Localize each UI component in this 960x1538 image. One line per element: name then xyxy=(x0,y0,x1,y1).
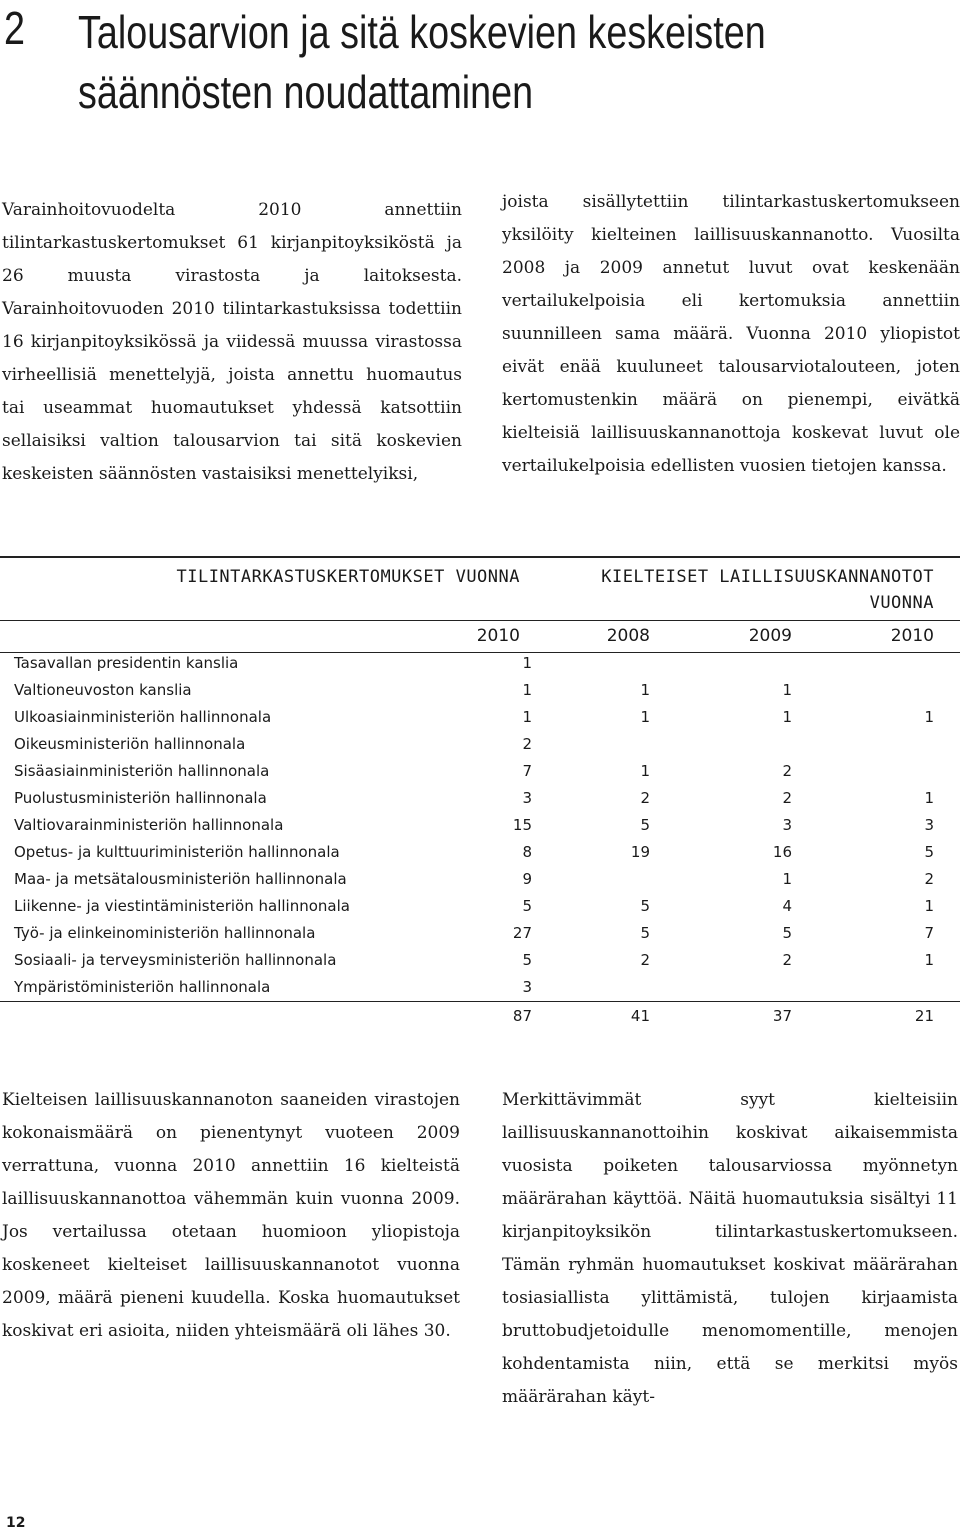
chapter-title: Talousarvion ja sitä koskevien keskeisten säännösten noudattaminen xyxy=(78,6,766,118)
cell-reports-2010: 7 xyxy=(522,762,532,780)
row-label: Maa- ja metsätalousministeriön hallinnonala xyxy=(14,870,347,888)
cell-reports-2010: 8 xyxy=(522,843,532,861)
body-paragraph-left: Kielteisen laillisuuskannanoton saaneiden virastojen kokonaismäärä on pienentynyt vuoteen 2009 verrattuna, vuonna 2010 annettiin 16 kielteistä laillisuuskannanottoa vähemmän kuin vuonna 2009. Jos vertailussa otetaan huomioon yliopistoja koskeneet kielteiset laillisuuskannanotot vuonna 2009, määrä pieneni kuudella. Koska huomautukset koskivat eri asioita, niiden yhteismäärä oli lähes 30. xyxy=(2,1090,460,1341)
row-label: Puolustusministeriön hallinnonala xyxy=(14,789,267,807)
intro-paragraph-right: joista sisällytettiin tilintarkastuskertomukseen yksilöity kielteinen laillisuuskannanotto. Vuosilta 2008 ja 2009 annetut luvut ovat keskenään vertailukelpoisia eli kertomuksia annettiin suunnilleen sama määrä. Vuonna 2010 yliopistot eivät enää kuuluneet talousarviotalouteen, joten kertomustenkin määrä on pienempi, eivätkä kielteisiä laillisuuskannanottoja koskevat luvut ole vertailukelpoisia edellisten vuosien tietojen kanssa. xyxy=(502,192,960,476)
cell-negative-2009: 2 xyxy=(782,951,792,969)
row-label: Tasavallan presidentin kanslia xyxy=(14,654,239,672)
table-row xyxy=(0,785,960,812)
group-heading-audit-reports: TILINTARKASTUSKERTOMUKSET VUONNA xyxy=(176,567,520,587)
row-label: Oikeusministeriön hallinnonala xyxy=(14,735,246,753)
row-label: Työ- ja elinkeinoministeriön hallinnonala xyxy=(14,924,316,942)
cell-negative-2010: 5 xyxy=(924,843,934,861)
intro-paragraph-left: Varainhoitovuodelta 2010 annettiin tilintarkastuskertomukset 61 kirjanpitoyksiköstä ja 26 muusta virastosta ja laitoksesta. Varainhoitovuoden 2010 tilintarkastuksissa todettiin 16 kirjanpitoyksikössä ja viidessä muussa virastossa virheellisiä menettelyjä, joista annettu huomautus tai useammat huomautukset yhdessä katsottiin sellaisiksi valtion talousarvion tai sitä koskevien keskeisten säännösten vastaisiksi menettelyiksi, xyxy=(2,200,462,484)
cell-negative-2009: 2 xyxy=(782,762,792,780)
group-heading-negative-opinions: KIELTEISET LAILLISUUSKANNANOTOT VUONNA xyxy=(601,567,934,613)
row-label: Ympäristöministeriön hallinnonala xyxy=(14,978,271,996)
row-label: Ulkoasiainministeriön hallinnonala xyxy=(14,708,272,726)
cell-negative-2008: 5 xyxy=(640,816,650,834)
table-row xyxy=(0,866,960,893)
cell-negative-2008: 5 xyxy=(640,897,650,915)
cell-negative-2010: 2 xyxy=(924,870,934,888)
cell-negative-2008: 1 xyxy=(640,708,650,726)
body-paragraph-right: Merkittävimmät syyt kielteisiin laillisuuskannanottoihin koskivat aikaisemmista vuosista poiketen talousarviossa myönnetyn määrärahan käyttöä. Näitä huomautuksia sisältyi 11 kirjanpitoyksikön tilintarkastuskertomukseen. Tämän ryhmän huomautukset koskivat määrärahan tosiasiallista ylittämistä, tulojen kirjaamista bruttobudjetoidulle menomomentille, menojen kohdentamista niin, että se merkitsi myös määrärahan käyt- xyxy=(502,1090,958,1407)
row-label: Sosiaali- ja terveysministeriön hallinnonala xyxy=(14,951,337,969)
cell-reports-2010: 5 xyxy=(522,897,532,915)
table-row xyxy=(0,650,960,677)
table-row xyxy=(0,731,960,758)
year-header-2008: 2008 xyxy=(606,626,650,646)
cell-reports-2010: 1 xyxy=(522,681,532,699)
table-row xyxy=(0,812,960,839)
cell-negative-2009: 5 xyxy=(782,924,792,942)
total-negative-2009: 37 xyxy=(772,1007,792,1025)
cell-negative-2009: 1 xyxy=(782,681,792,699)
cell-negative-2010: 3 xyxy=(924,816,934,834)
row-label: Valtiovarainministeriön hallinnonala xyxy=(14,816,284,834)
row-label: Liikenne- ja viestintäministeriön hallinnonala xyxy=(14,897,350,915)
cell-negative-2008: 5 xyxy=(640,924,650,942)
year-header-2010: 2010 xyxy=(890,626,934,646)
table-row xyxy=(0,893,960,920)
table-row xyxy=(0,677,960,704)
cell-negative-2009: 16 xyxy=(772,843,792,861)
cell-negative-2009: 1 xyxy=(782,708,792,726)
cell-reports-2010: 5 xyxy=(522,951,532,969)
page-number: 12 xyxy=(6,1515,26,1531)
cell-reports-2010: 27 xyxy=(512,924,532,942)
cell-reports-2010: 3 xyxy=(522,789,532,807)
cell-negative-2008: 19 xyxy=(630,843,650,861)
cell-negative-2008: 2 xyxy=(640,951,650,969)
cell-negative-2009: 2 xyxy=(782,789,792,807)
cell-negative-2008: 2 xyxy=(640,789,650,807)
cell-negative-2010: 7 xyxy=(924,924,934,942)
cell-negative-2010: 1 xyxy=(924,951,934,969)
table-row xyxy=(0,758,960,785)
table-totals-row xyxy=(0,1003,960,1030)
cell-negative-2010: 1 xyxy=(924,708,934,726)
cell-negative-2009: 1 xyxy=(782,870,792,888)
table-row xyxy=(0,947,960,974)
chapter-header xyxy=(0,0,960,120)
cell-reports-2010: 1 xyxy=(522,654,532,672)
table-top-rule xyxy=(0,556,960,558)
table-totals-rule xyxy=(0,1001,960,1002)
cell-negative-2009: 4 xyxy=(782,897,792,915)
cell-negative-2009: 3 xyxy=(782,816,792,834)
cell-reports-2010: 1 xyxy=(522,708,532,726)
table-row xyxy=(0,704,960,731)
year-header-2009: 2009 xyxy=(748,626,792,646)
row-label: Opetus- ja kulttuuriministeriön hallinnonala xyxy=(14,843,340,861)
audit-statistics-table xyxy=(0,556,960,1040)
cell-negative-2010: 1 xyxy=(924,789,934,807)
cell-negative-2010: 1 xyxy=(924,897,934,915)
row-label: Valtioneuvoston kanslia xyxy=(14,681,192,699)
table-row xyxy=(0,839,960,866)
table-body xyxy=(0,650,960,1001)
chapter-number: 2 xyxy=(4,2,25,54)
table-row xyxy=(0,920,960,947)
cell-reports-2010: 15 xyxy=(512,816,532,834)
total-negative-2010: 21 xyxy=(914,1007,934,1025)
table-header-rule xyxy=(0,620,960,621)
table-row xyxy=(0,974,960,1001)
cell-negative-2008: 1 xyxy=(640,762,650,780)
cell-reports-2010: 3 xyxy=(522,978,532,996)
cell-negative-2008: 1 xyxy=(640,681,650,699)
year-header-2010-reports: 2010 xyxy=(476,626,520,646)
cell-reports-2010: 2 xyxy=(522,735,532,753)
total-negative-2008: 41 xyxy=(630,1007,650,1025)
row-label: Sisäasiainministeriön hallinnonala xyxy=(14,762,270,780)
cell-reports-2010: 9 xyxy=(522,870,532,888)
total-reports-2010: 87 xyxy=(512,1007,532,1025)
